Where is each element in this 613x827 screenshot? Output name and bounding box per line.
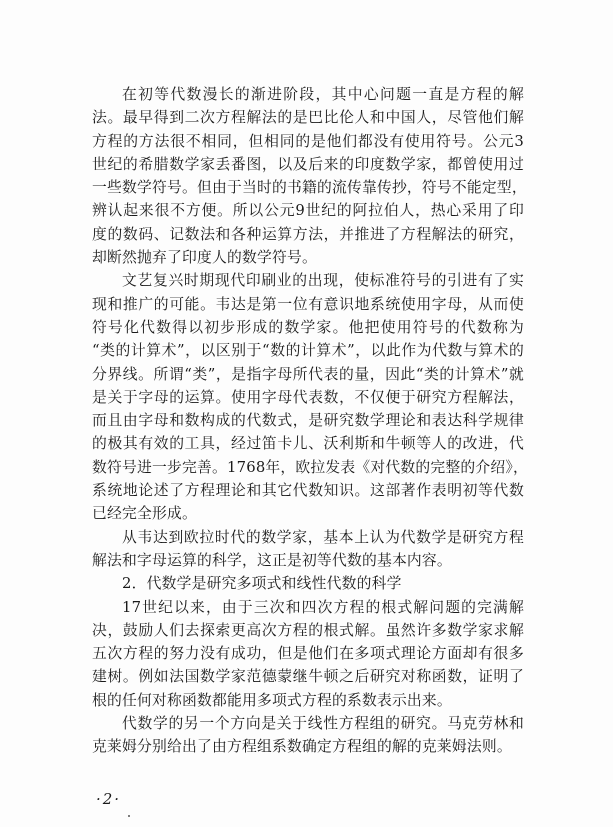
text-line: 五次方程的努力没有成功，但是他们在多项式理论方面却有很多 <box>92 645 524 663</box>
paragraph <box>92 712 524 759</box>
text-line: 辨认起来很不方便。所以公元9世纪的阿拉伯人，热心采用了印 <box>92 202 524 220</box>
text-line: 度的数码、记数法和各种运算方法，并推进了方程解法的研究， <box>92 225 524 243</box>
text-line: 系统地论述了方程理论和其它代数知识。这部著作表明初等代数 <box>92 482 524 500</box>
text-line: 解法和字母运算的科学，这正是初等代数的基本内容。 <box>92 551 452 569</box>
text-line: “类的计算术”，以区别于“数的计算术”，以此作为代数与算术的 <box>92 342 524 360</box>
text-line: 世纪的希腊数学家丢番图，以及后来的印度数学家，都曾使用过 <box>92 155 524 173</box>
text-line: 克莱姆分别给出了由方程组系数确定方程组的解的克莱姆法则。 <box>92 738 512 756</box>
text-line: 分界线。所谓“类”，是指字母所代表的量，因此“类的计算术”就 <box>92 365 524 383</box>
text-line: 从韦达到欧拉时代的数学家，基本上认为代数学是研究方程 <box>122 528 524 546</box>
text-line: 的极其有效的工具，经过笛卡儿、沃利斯和牛顿等人的改进，代 <box>92 435 524 453</box>
text-line: 文艺复兴时期现代印刷业的出现，使标准符号的引进有了实 <box>122 272 524 290</box>
text-line: 在初等代数漫长的渐进阶段，其中心问题一直是方程的解 <box>122 86 524 103</box>
text-line: 17世纪以来，由于三次和四次方程的根式解问题的完满解 <box>122 598 524 616</box>
text-line: 现和推广的可能。韦达是第一位有意识地系统使用字母，从而使 <box>92 295 524 313</box>
paragraph <box>92 83 527 269</box>
text-line: 却断然抛弃了印度人的数学符号。 <box>92 249 317 267</box>
text-line: 根的任何对称函数都能用多项式方程的系数表示出来。 <box>92 691 452 709</box>
section-heading-text: 2．代数学是研究多项式和线性代数的科学 <box>122 575 402 593</box>
text-line: 而且由字母和数构成的代数式，是研究数学理论和表达科学规律 <box>92 412 524 430</box>
text-line: 已经完全形成。 <box>92 505 197 523</box>
text-line: 代数学的另一个方向是关于线性方程组的研究。马克劳林和 <box>122 715 524 733</box>
body-text <box>92 83 528 759</box>
text-line: 是关于字母的运算。使用字母代表数，不仅便于研究方程解法， <box>92 388 524 406</box>
page-number: ·2· <box>96 790 122 808</box>
paragraph <box>92 526 524 573</box>
scan-speck <box>128 815 130 817</box>
text-line: 数符号进一步完善。1768年，欧拉发表《对代数的完整的介绍》， <box>92 458 528 476</box>
section-heading <box>92 572 524 595</box>
text-line: 法。最早得到二次方程解法的是巴比伦人和中国人，尽管他们解 <box>92 109 524 127</box>
text-line: 一些数学符号。但由于当时的书籍的流传靠传抄，符号不能定型， <box>92 179 527 197</box>
text-line: 建树。例如法国数学家范德蒙继牛顿之后研究对称函数，证明了 <box>92 668 524 686</box>
paragraph <box>92 596 524 712</box>
paragraph <box>92 269 528 525</box>
text-line: 符号化代数得以初步形成的数学家。他把使用符号的代数称为 <box>92 318 524 336</box>
text-line: 方程的方法很不相同，但相同的是他们都没有使用符号。公元3 <box>92 132 524 150</box>
text-line: 决，鼓励人们去探索更高次方程的根式解。虽然许多数学家求解 <box>92 621 524 639</box>
